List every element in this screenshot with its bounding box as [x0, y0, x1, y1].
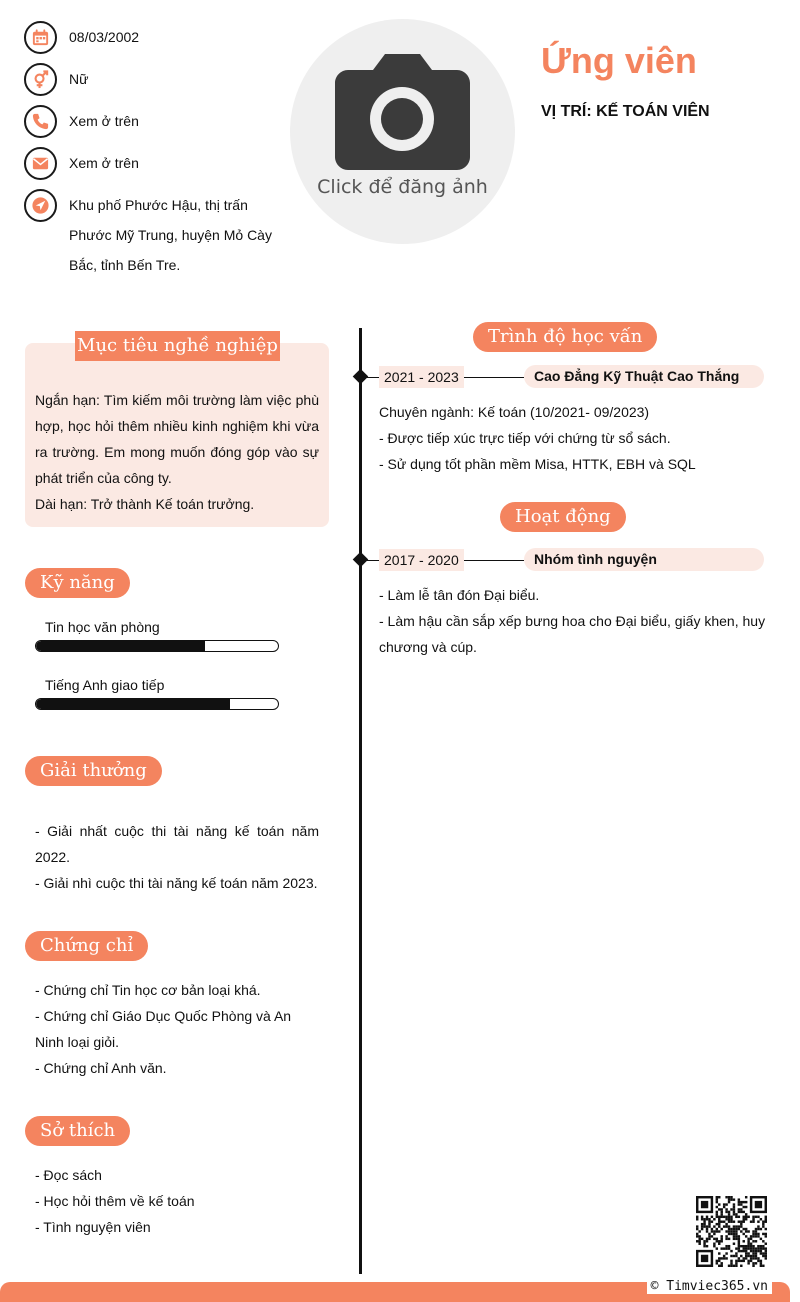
email-text: Xem ở trên — [69, 155, 139, 171]
list-item: - Được tiếp xúc trực tiếp với chứng từ sổ sách. — [379, 430, 671, 446]
certificates-heading: Chứng chỉ — [25, 931, 148, 961]
candidate-name: Ứng viên — [541, 40, 697, 81]
hobbies-list — [35, 1162, 319, 1240]
list-item: - Đọc sách — [35, 1167, 102, 1183]
gender-text: Nữ — [69, 71, 89, 87]
phone-icon — [24, 105, 57, 138]
birthday-text: 08/03/2002 — [69, 29, 140, 45]
list-item: - Chứng chỉ Anh văn. — [35, 1060, 167, 1076]
hobbies-heading: Sở thích — [25, 1116, 130, 1146]
phone-text: Xem ở trên — [69, 113, 139, 129]
activities-details — [379, 582, 769, 660]
list-item: - Chứng chỉ Giáo Dục Quốc Phòng và An Ninh loại giỏi. — [35, 1008, 292, 1050]
list-item: - Làm lễ tân đón Đại biểu. — [379, 587, 540, 603]
certificates-list — [35, 977, 319, 1081]
activities-heading: Hoạt động — [500, 502, 626, 532]
contact-gender — [24, 63, 274, 96]
gender-icon — [24, 63, 57, 96]
avatar-upload-label: Click để đăng ảnh — [317, 176, 488, 198]
skill-bar-fill — [36, 699, 230, 709]
education-school: Cao Đẳng Kỹ Thuật Cao Thắng — [524, 365, 764, 388]
qr-code — [696, 1196, 767, 1267]
list-item: - Giải nhì cuộc thi tài năng kế toán năm 2023. — [35, 875, 318, 891]
activities-period: 2017 - 2020 — [379, 549, 464, 571]
contact-phone — [24, 105, 274, 138]
address-text: Khu phố Phước Hậu, thị trấn Phước Mỹ Trung, huyện Mỏ Cày Bắc, tỉnh Bến Tre. — [69, 197, 272, 273]
objective-heading: Mục tiêu nghề nghiệp — [75, 331, 280, 361]
job-position: VỊ TRÍ: KẾ TOÁN VIÊN — [541, 103, 710, 120]
list-item: - Sử dụng tốt phần mềm Misa, HTTK, EBH và SQL — [379, 456, 696, 472]
list-item: - Học hỏi thêm về kế toán — [35, 1193, 195, 1209]
list-item: - Làm hậu cần sắp xếp bưng hoa cho Đại biểu, giấy khen, huy chương và cúp. — [379, 613, 766, 655]
skill-name: Tiếng Anh giao tiếp — [45, 677, 165, 693]
skill-name: Tin học văn phòng — [45, 619, 160, 635]
calendar-icon — [24, 21, 57, 54]
avatar-upload[interactable] — [290, 19, 515, 244]
activities-org: Nhóm tình nguyện — [524, 548, 764, 571]
awards-list — [35, 818, 319, 896]
list-item: Chuyên ngành: Kế toán (10/2021- 09/2023) — [379, 404, 650, 420]
education-heading: Trình độ học vấn — [473, 322, 657, 352]
education-period: 2021 - 2023 — [379, 366, 464, 388]
skills-heading: Kỹ năng — [25, 568, 130, 598]
education-details — [379, 399, 769, 477]
email-icon — [24, 147, 57, 180]
objective-short-term: Ngắn hạn: Tìm kiếm môi trường làm việc phù hợp, học hỏi thêm nhiều kinh nghiệm khi vừa ra trường. Em mong muốn đóng góp vào sự phát triển của công ty. — [35, 392, 319, 486]
list-item: - Tình nguyện viên — [35, 1219, 151, 1235]
list-item: - Giải nhất cuộc thi tài năng kế toán năm 2022. — [35, 823, 319, 865]
skill-bar-fill — [36, 641, 205, 651]
contact-birthday — [24, 21, 274, 54]
column-divider — [359, 328, 362, 1274]
contact-address — [24, 189, 274, 280]
awards-heading: Giải thưởng — [25, 756, 162, 786]
objective-long-term: Dài hạn: Trở thành Kế toán trưởng. — [35, 496, 255, 512]
skill-bar — [35, 698, 279, 710]
skill-bar — [35, 640, 279, 652]
location-icon — [24, 189, 57, 222]
contact-email — [24, 147, 274, 180]
camera-icon — [335, 52, 470, 170]
objective-text — [35, 387, 319, 517]
list-item: - Chứng chỉ Tin học cơ bản loại khá. — [35, 982, 261, 998]
contact-info — [24, 21, 274, 289]
footer-brand[interactable]: © Timviec365.vn — [647, 1279, 772, 1294]
